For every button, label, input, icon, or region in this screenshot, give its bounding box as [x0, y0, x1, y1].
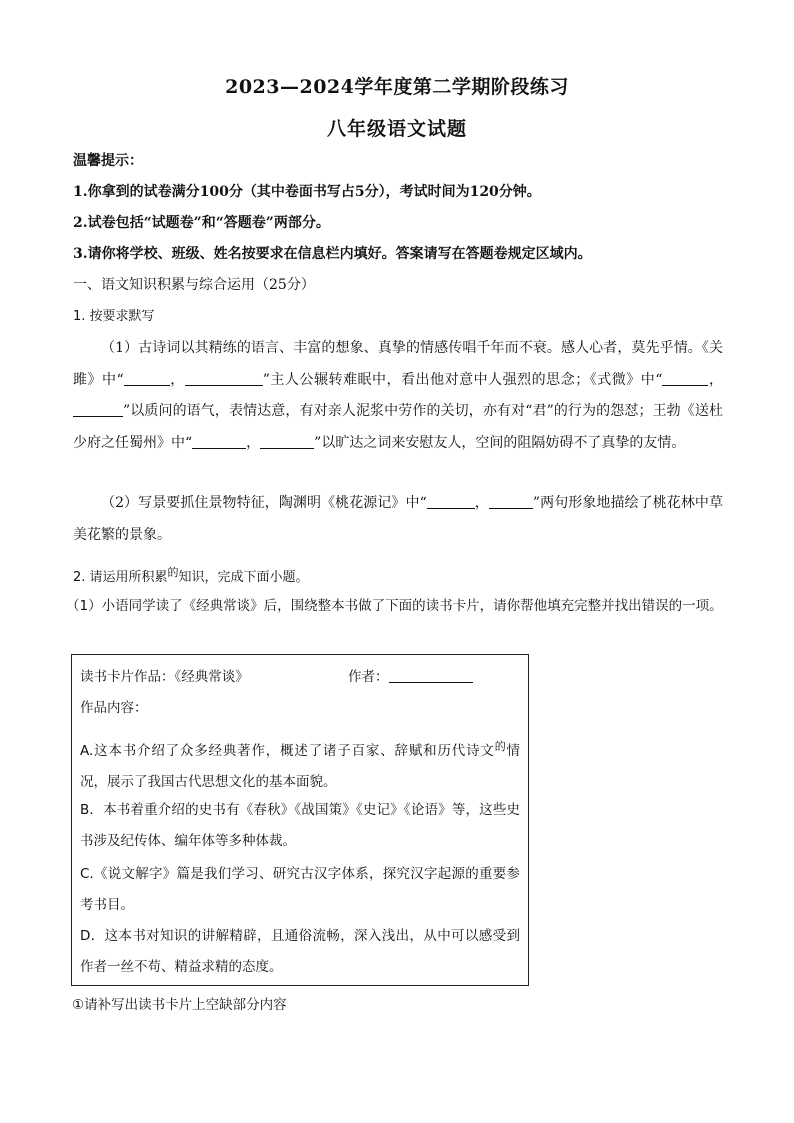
answer-blank[interactable] — [427, 494, 475, 509]
card-option-d[interactable]: D．这本书对知识的讲解精辟，且通俗流畅，深入浅出，从中可以感受到作者一丝不苟、精益求精的态度。 — [80, 928, 520, 975]
exam-subtitle: 八年级语文试题 — [326, 118, 467, 140]
question-2-sub-1: （1）小语同学读了《经典常谈》后，围绕整本书做了下面的读书卡片，请你帮他填充完整并找出错误的一项。 — [66, 598, 723, 614]
answer-blank[interactable] — [662, 371, 708, 386]
card-option-c[interactable]: C.《说文解字》篇是我们学习、研究古汉字体系，探究汉字起源的重要参考书目。 — [80, 866, 520, 913]
author-blank[interactable] — [389, 668, 473, 683]
answer-blank[interactable] — [260, 434, 314, 449]
card-author-label: 作者： — [348, 667, 473, 687]
tip-item-3: 3.请你将学校、班级、姓名按要求在信息栏内填好。答案请写在答题卷规定区域内。 — [73, 246, 592, 262]
card-option-b[interactable]: B．本书着重介绍的史书有《春秋》《战国策》《史记》《论语》等，这些史书涉及纪传体、编年体等多种体裁。 — [80, 802, 520, 849]
exam-title: 2023—2024学年度第二学期阶段练习 — [225, 76, 569, 98]
answer-blank[interactable] — [489, 494, 533, 509]
question-1-part-1: （1）古诗词以其精练的语言、丰富的想象、真挚的情感传唱千年而不衰。感人心者，莫先乎情。《关雎》中“ ， ”主人公辗转难眠中，看出他对意中人强烈的思念；《式微》中“ ，”以质问的语气，表情达意，有对亲人泥浆中劳作的关切，亦有对“君”的行为的怨怼；王勃《送杜少府之任蜀州》中“ ， ”以旷达之词来安慰友人，空间的阻隔妨碍不了真挚的友情。 — [73, 340, 723, 451]
question-2-label: 2. 请运用所积累$^的$知识，完成下面小题。 — [73, 566, 309, 585]
card-option-a[interactable]: A.这本书介绍了众多经典著作，概述了诸子百家、辞赋和历代诗文$^的$情况，展示了我国古代思想文化的基本面貌。 — [80, 740, 520, 790]
answer-blank[interactable] — [124, 371, 170, 386]
question-1-label: 1. 按要求默写 — [73, 309, 155, 324]
section-heading: 一、语文知识积累与综合运用（25分） — [73, 277, 315, 293]
card-work-label: 读书卡片作品：《经典常谈》 — [80, 669, 249, 685]
answer-blank[interactable] — [73, 402, 123, 417]
card-content-label: 作品内容： — [80, 700, 148, 716]
tips-heading: 温馨提示： — [73, 153, 143, 169]
sub-question-note: ①请补写出读书卡片上空缺部分内容 — [72, 997, 287, 1013]
tip-item-2: 2.试卷包括“试题卷”和“答题卷”两部分。 — [73, 215, 330, 231]
question-1-part-2: （2）写景要抓住景物特征，陶渊明《桃花源记》中“ ， ”两句形象地描绘了桃花林中草美花繁的景象。 — [73, 495, 723, 543]
answer-blank[interactable] — [192, 434, 246, 449]
reading-card — [71, 654, 529, 986]
tip-item-1: 1.你拿到的试卷满分100分（其中卷面书写占5分），考试时间为120分钟。 — [73, 184, 541, 200]
answer-blank[interactable] — [185, 371, 263, 386]
